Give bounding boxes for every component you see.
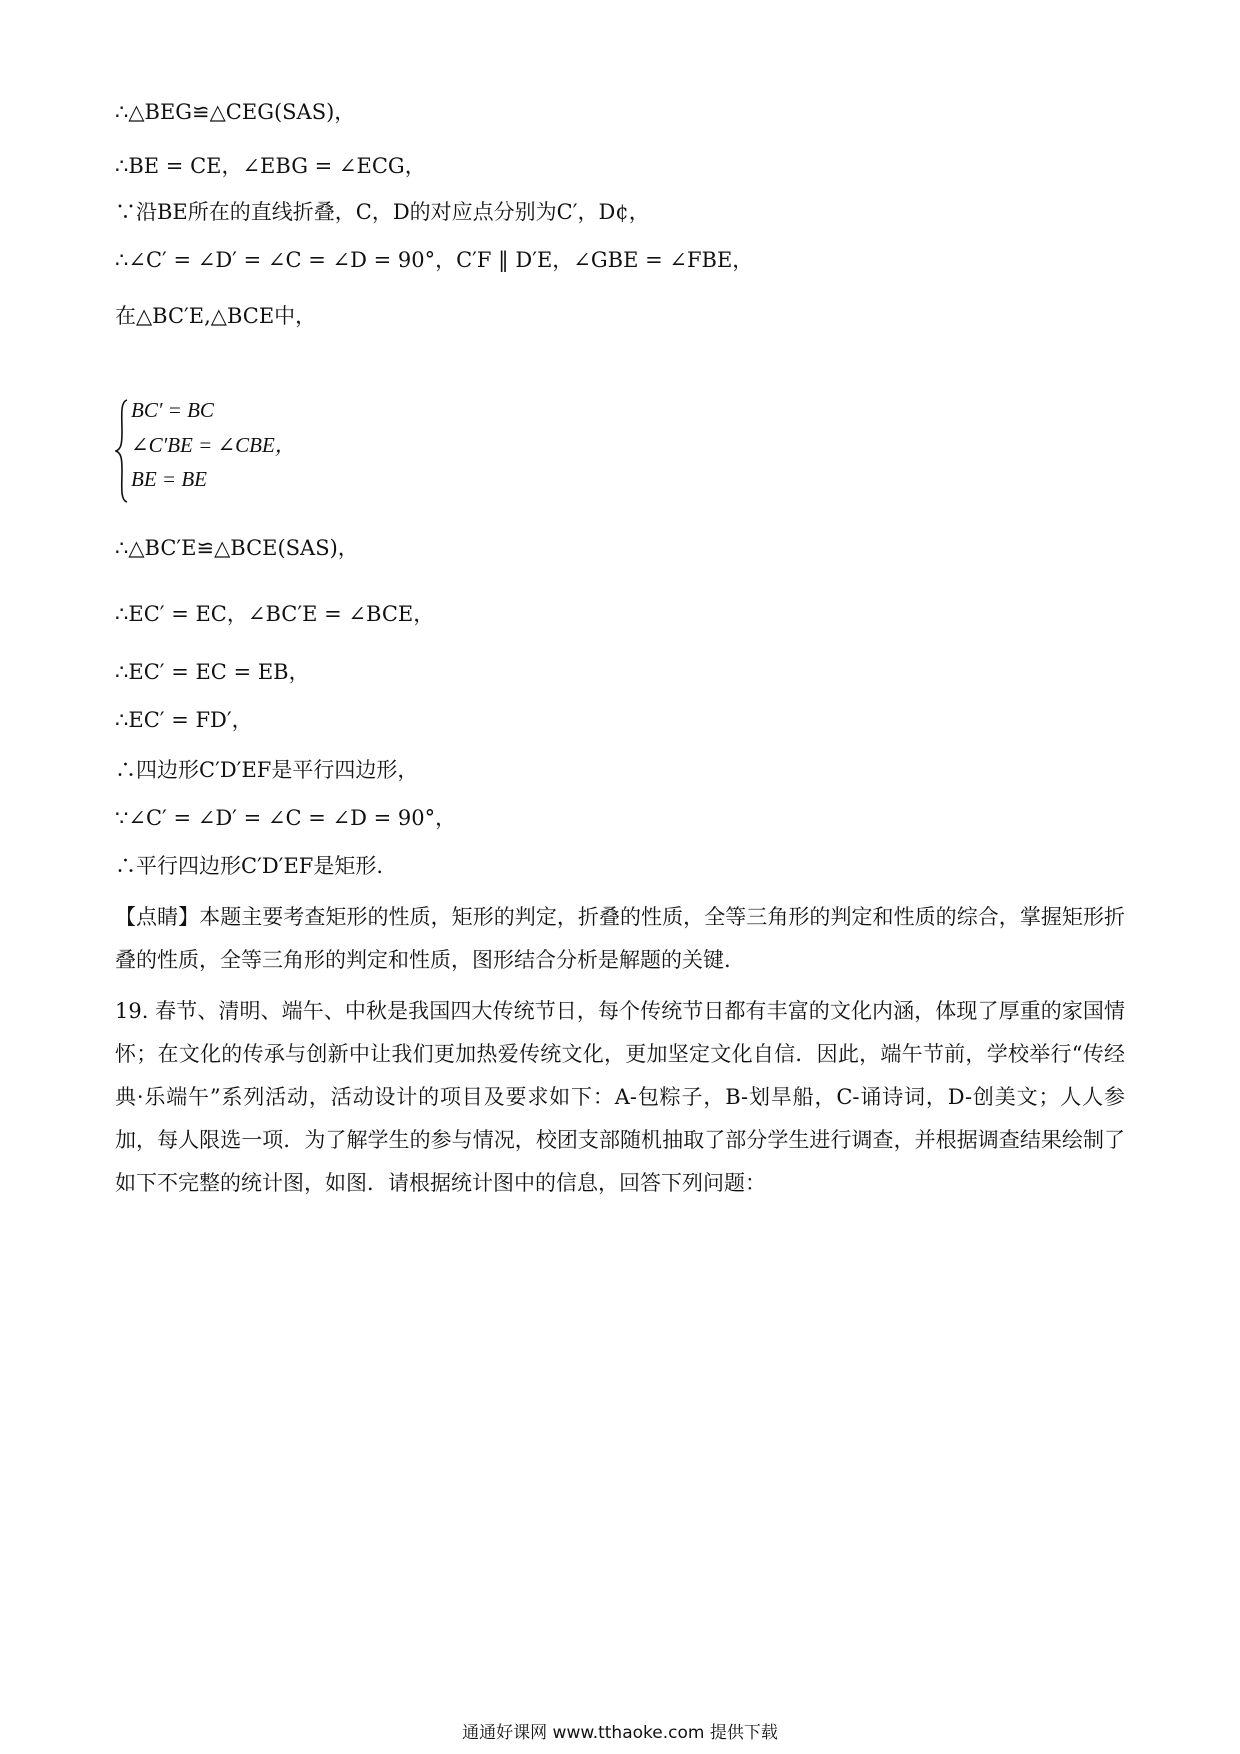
- solution-step-10: ∴四边形C′D′EF是平行四边形，: [115, 758, 419, 782]
- solution-step-12: ∴平行四边形C′D′EF是矩形.: [115, 854, 384, 878]
- solution-step-2: ∴BE = CE，∠EBG = ∠ECG，: [115, 154, 426, 178]
- solution-step-4: ∴∠C′ = ∠D′ = ∠C = ∠D = 90°，C′F ‖ D′E，∠GBE = ∠FBE，: [115, 248, 754, 272]
- solution-step-11: ∵∠C′ = ∠D′ = ∠C = ∠D = 90°，: [115, 806, 457, 830]
- solution-step-3: ∵沿BE所在的直线折叠，C，D的对应点分别为C′，D¢，: [115, 200, 650, 224]
- system-row-1: BC′ = BC: [131, 398, 214, 422]
- system-row-2: ∠C′BE = ∠CBE，: [131, 433, 296, 457]
- page-footer: 通通好课网 www.tthaoke.com 提供下载: [462, 1723, 778, 1743]
- question-19-paragraph: 19. 春节、清明、端午、中秋是我国四大传统节日，每个传统节日都有丰富的文化内涵，体现了厚重的家国情怀；在文化的传承与创新中让我们更加热爱传统文化，更加坚定文化自信．因此，端午节前，学校举行“传经典·乐端午”系列活动，活动设计的项目及要求如下：A-包粽子，B-划旱船，C-诵诗词，D-创美文；人人参加，每人限选一项．为了解学生的参与情况，校团支部随机抽取了部分学生进行调查，并根据调查结果绘制了如下不完整的统计图，如图．请根据统计图中的信息，回答下列问题：: [115, 999, 1125, 1195]
- comment-paragraph: 【点睛】本题主要考查矩形的性质，矩形的判定，折叠的性质，全等三角形的判定和性质的综合，掌握矩形折叠的性质，全等三角形的判定和性质，图形结合分析是解题的关键.: [115, 905, 1125, 972]
- left-brace-icon: [115, 398, 129, 504]
- solution-step-6: ∴△BC′E≌△BCE(SAS)，: [115, 536, 359, 560]
- system-row-3: BE = BE: [131, 467, 207, 491]
- solution-step-5: 在△BC′E,△BCE中，: [115, 304, 317, 328]
- solution-step-1: ∴△BEG≌△CEG(SAS)，: [115, 100, 356, 124]
- solution-step-8: ∴EC′ = EC = EB，: [115, 660, 310, 684]
- solution-step-7: ∴EC′ = EC，∠BC′E = ∠BCE，: [115, 602, 435, 626]
- solution-step-9: ∴EC′ = FD′，: [115, 708, 253, 732]
